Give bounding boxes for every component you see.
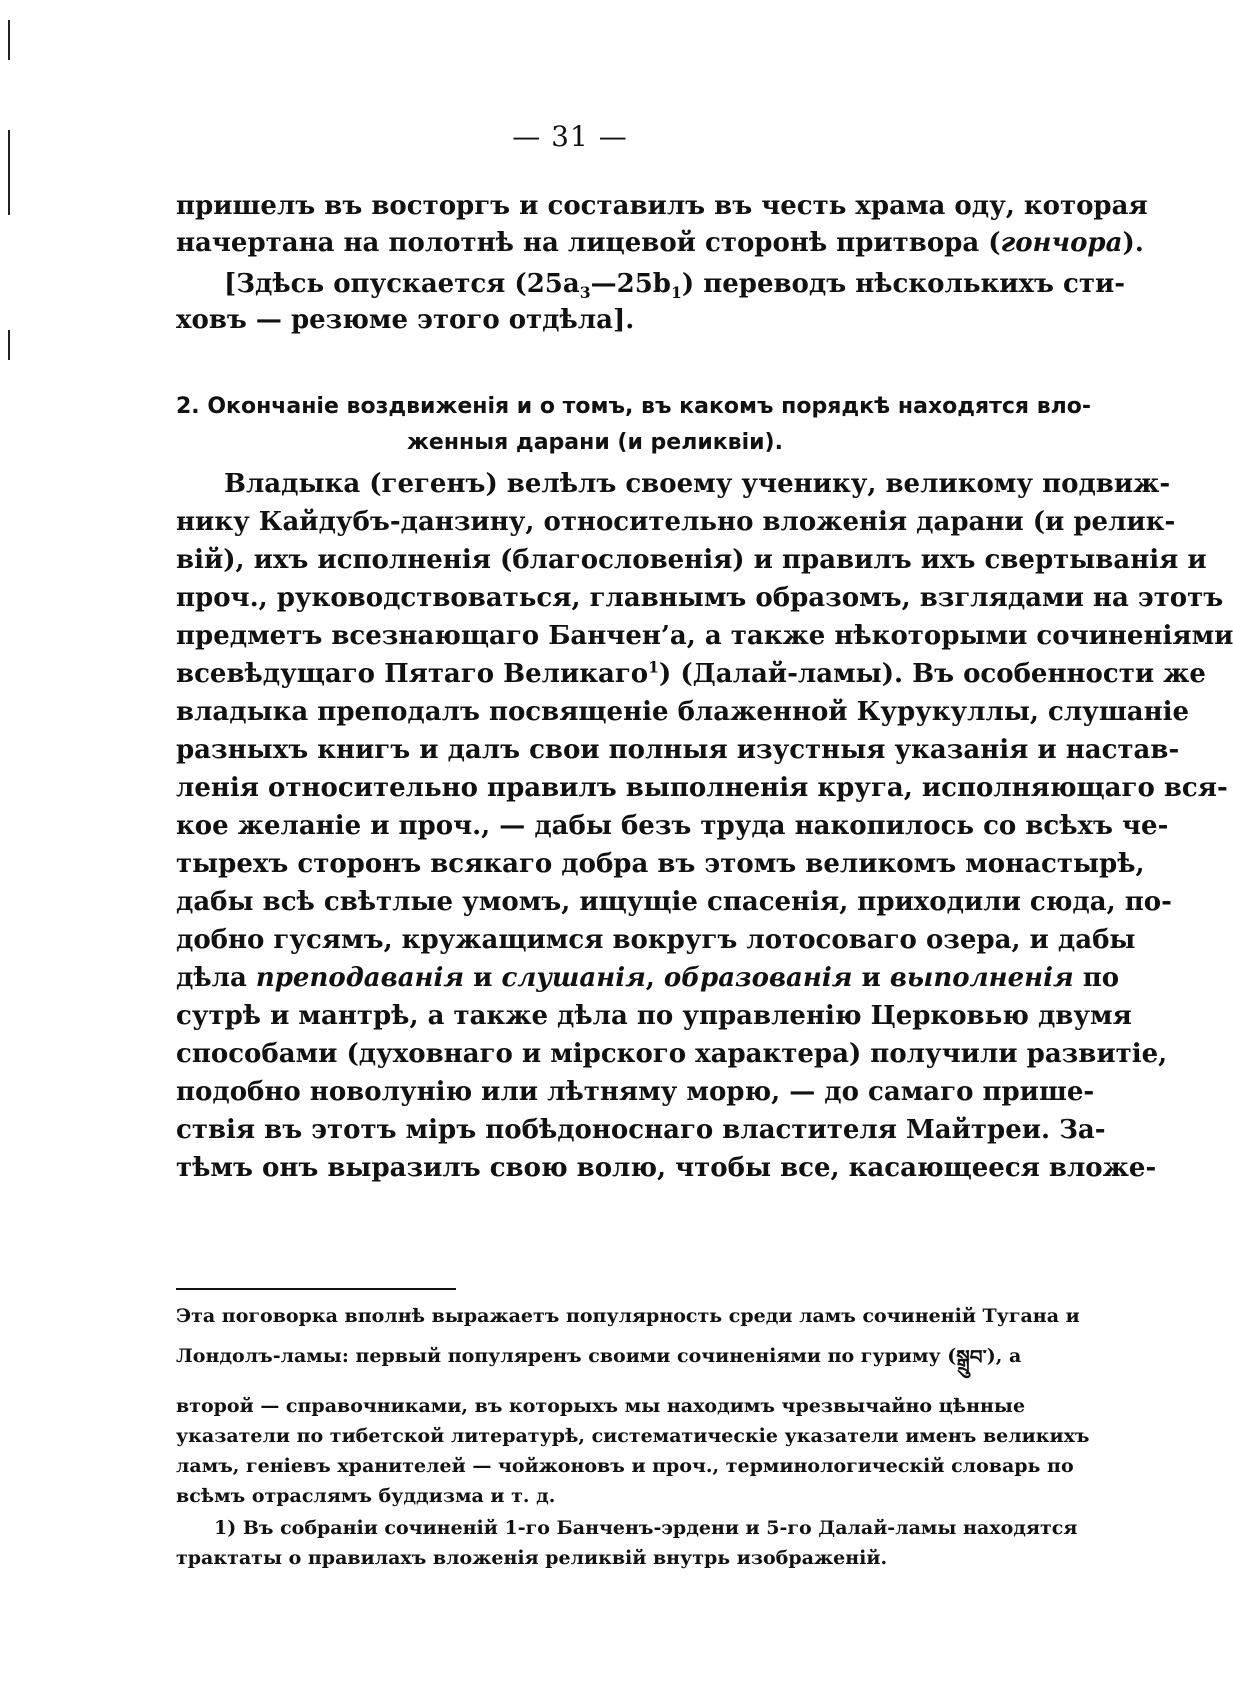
section-heading: женныя дарани (и реликвіи).	[407, 430, 783, 455]
section-heading: 2. Окончаніе воздвиженія и о томъ, въ какомъ порядкѣ находятся вло-	[176, 394, 1091, 419]
text-line: дѣла преподаванія и слушанія, образованія и выполненія по	[176, 963, 1120, 993]
text-line: разныхъ книгъ и далъ свои полныя изустныя указанія и настав-	[176, 735, 1180, 765]
footnote-separator	[176, 1288, 456, 1290]
text-line: проч., руководствоваться, главнымъ образомъ, взглядами на этотъ	[176, 583, 1224, 613]
footnote-line: Лондолъ-ламы: первый популяренъ своими сочиненіями по гуриму (སྒྲུབ་), а	[176, 1345, 1022, 1369]
text-line: [Здѣсь опускается $(25a_3—25b_1)$ переводъ нѣсколькихъ сти-	[224, 269, 1126, 303]
footnote-line: трактаты о правилахъ вложенія реликвій внутрь изображеній.	[176, 1547, 888, 1569]
text-line: тѣмъ онъ выразилъ свою волю, чтобы все, касающееся вложе-	[176, 1153, 1157, 1183]
scan-edge-mark	[8, 330, 10, 360]
text-line: кое желаніе и проч., — дабы безъ труда накопилось со всѣхъ че-	[176, 811, 1169, 841]
footnote-line: всѣмъ отраслямъ буддизма и т. д.	[176, 1485, 556, 1507]
page-number: — 31 —	[512, 120, 628, 153]
text-line: дабы всѣ свѣтлые умомъ, ищущіе спасенія, приходили сюда, по-	[176, 887, 1172, 917]
text-line: вій), ихъ исполненія (благословенія) и правилъ ихъ свертыванія и	[176, 545, 1207, 575]
footnote-line: второй — справочниками, въ которыхъ мы находимъ чрезвычайно цѣнные	[176, 1395, 1026, 1417]
text-line: подобно новолунію или лѣтняму морю, — до самаго прише-	[176, 1077, 1095, 1107]
tibetan-script: སྒྲུབ་	[956, 1345, 987, 1369]
text-line: способами (духовнаго и мірского характера) получили развитіе,	[176, 1039, 1168, 1069]
footnote-line: Эта поговорка вполнѣ выражаетъ популярность среди ламъ сочиненій Тугана и	[176, 1305, 1080, 1327]
scan-edge-mark	[8, 20, 10, 60]
text-line: начертана на полотнѣ на лицевой сторонѣ притвора (гончора).	[176, 228, 1144, 258]
footnote-line: 1) Въ собраніи сочиненій 1-го Банченъ-эрдени и 5-го Далай-ламы находятся	[214, 1517, 1078, 1539]
footnote-ref: 1	[648, 657, 659, 677]
text-line: ховъ — резюме этого отдѣла].	[176, 305, 635, 335]
text-line: всевѣдущаго Пятаго Великаго$^1$) (Далай-ламы). Въ особенности же	[176, 657, 1206, 689]
text-line: пришелъ въ восторгъ и составилъ въ честь храма оду, которая	[176, 191, 1148, 221]
text-line: сутрѣ и мантрѣ, а также дѣла по управленію Церковью двумя	[176, 1001, 1132, 1031]
text-line: предметъ всезнающаго Банчен’а, а также нѣкоторыми сочиненіями	[176, 621, 1233, 651]
footnote-line: указатели по тибетской литературѣ, систематическіе указатели именъ великихъ	[176, 1425, 1090, 1447]
italic-term: гончора	[1000, 228, 1123, 258]
text-line: владыка преподалъ посвященіе блаженной Курукуллы, слушаніе	[176, 697, 1190, 727]
footnote-line: ламъ, геніевъ хранителей — чойжоновъ и проч., терминологическій словарь по	[176, 1455, 1074, 1477]
text-line: добно гусямъ, кружащимся вокругъ лотосоваго озера, и дабы	[176, 925, 1136, 955]
text-line: Владыка (гегенъ) велѣлъ своему ученику, великому подвиж-	[224, 469, 1171, 499]
text-line: нику Кайдубъ-данзину, относительно вложенія дарани (и релик-	[176, 507, 1176, 537]
text-line: ствія въ этотъ міръ побѣдоноснаго властителя Майтреи. За-	[176, 1115, 1106, 1145]
text-line: ленія относительно правилъ выполненія круга, исполняющаго вся-	[176, 773, 1228, 803]
text-line: тырехъ сторонъ всякаго добра въ этомъ великомъ монастырѣ,	[176, 849, 1145, 879]
